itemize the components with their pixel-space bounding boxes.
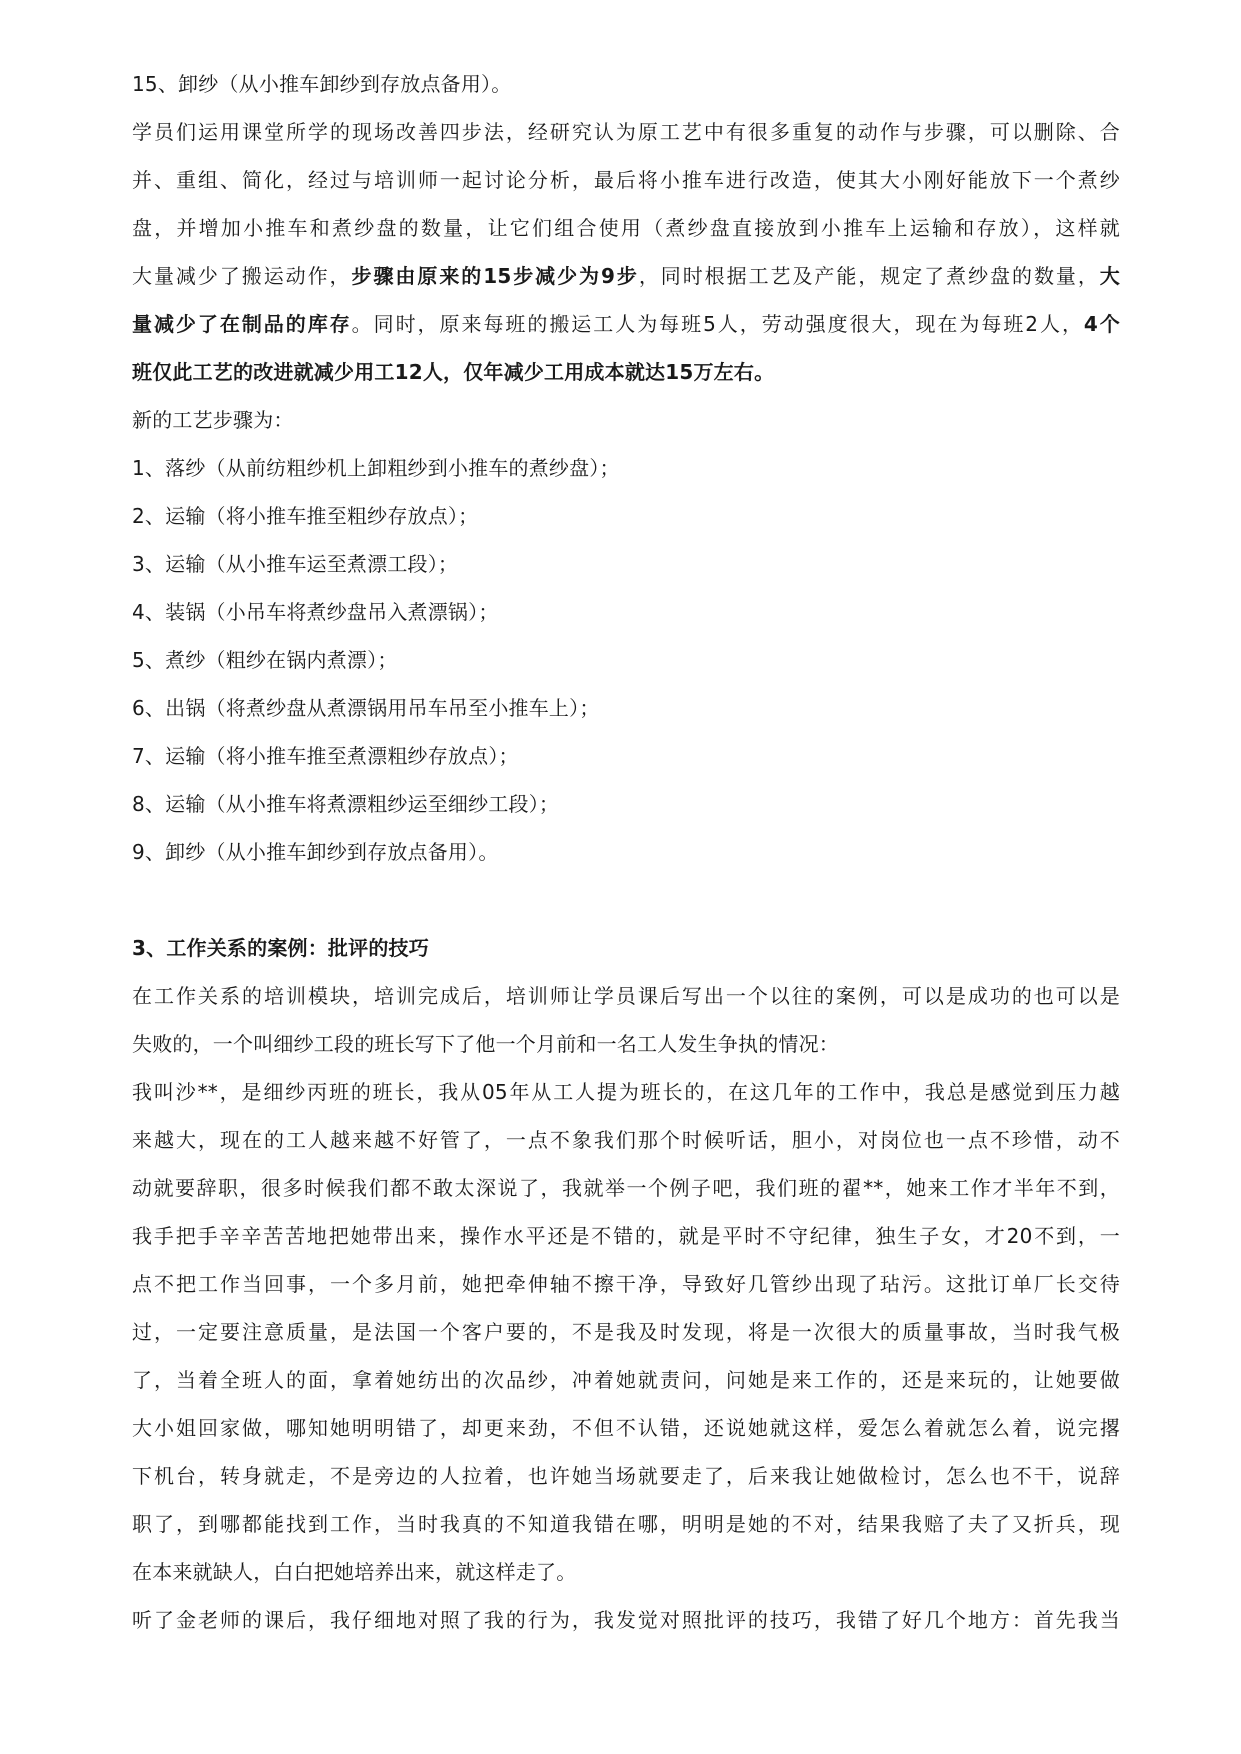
case-paragraph-line: 听了金老师的课后，我仔细地对照了我的行为，我发觉对照批评的技巧，我错了好几个地方：首先我当 xyxy=(132,1608,1120,1632)
paragraph-improvement-line: 盘，并增加小推车和煮纱盘的数量，让它们组合使用（煮纱盘直接放到小推车上运输和存放），这样就 xyxy=(132,216,1120,240)
document-body xyxy=(132,60,1120,1644)
case-paragraph-line: 职了，到哪都能找到工作，当时我真的不知道我错在哪，明明是她的不对，结果我赔了夫了又折兵，现 xyxy=(132,1512,1120,1536)
new-step-item: 2、运输（将小推车推至粗纱存放点）； xyxy=(132,504,479,528)
case-paragraph-line: 我手把手辛辛苦苦地把她带出来，操作水平还是不错的，就是平时不守纪律，独生子女，才20不到，一 xyxy=(132,1224,1120,1248)
bold-steps-reduced: 步骤由原来的15步减少为9步 xyxy=(351,264,639,288)
paragraph-improvement-line: 学员们运用课堂所学的现场改善四步法，经研究认为原工艺中有很多重复的动作与步骤，可以删除、合 xyxy=(132,120,1120,144)
section-heading: 3、工作关系的案例：批评的技巧 xyxy=(132,936,429,960)
case-paragraph-line: 失败的，一个叫细纱工段的班长写下了他一个月前和一名工人发生争执的情况： xyxy=(132,1032,839,1056)
case-paragraph-line: 过，一定要注意质量，是法国一个客户要的，不是我及时发现，将是一次很大的质量事故，当时我气极 xyxy=(132,1320,1120,1344)
paragraph-improvement-line: 大量减少了搬运动作，步骤由原来的15步减少为9步，同时根据工艺及产能，规定了煮纱盘的数量，大 xyxy=(132,264,1120,288)
case-paragraph-line: 来越大，现在的工人越来越不好管了，一点不象我们那个时候听话，胆小，对岗位也一点不珍惜，动不 xyxy=(132,1128,1120,1152)
case-paragraph-line: 动就要辞职，很多时候我们都不敢太深说了，我就举一个例子吧，我们班的翟**，她来工作才半年不到， xyxy=(132,1176,1120,1200)
case-paragraph-line: 在本来就缺人，白白把她培养出来，就这样走了。 xyxy=(132,1560,577,1584)
new-step-item: 5、煮纱（粗纱在锅内煮漂）； xyxy=(132,648,398,672)
new-step-item: 1、落纱（从前纺粗纱机上卸粗纱到小推车的煮纱盘）； xyxy=(132,456,620,480)
process-step-15: 15、卸纱（从小推车卸纱到存放点备用）。 xyxy=(132,72,512,96)
new-steps-intro: 新的工艺步骤为： xyxy=(132,408,294,432)
case-paragraph-line: 我叫沙**，是细纱丙班的班长，我从05年从工人提为班长的，在这几年的工作中，我总是感觉到压力越 xyxy=(132,1080,1120,1104)
paragraph-improvement-line: 并、重组、简化，经过与培训师一起讨论分析，最后将小推车进行改造，使其大小刚好能放下一个煮纱 xyxy=(132,168,1120,192)
case-paragraph-line: 了，当着全班人的面，拿着她纺出的次品纱，冲着她就责问，问她是来工作的，还是来玩的，让她要做 xyxy=(132,1368,1120,1392)
new-step-item: 8、运输（从小推车将煮漂粗纱运至细纱工段）； xyxy=(132,792,560,816)
case-paragraph-line: 大小姐回家做，哪知她明明错了，却更来劲，不但不认错，还说她就这样，爱怎么着就怎么着，说完撂 xyxy=(132,1416,1120,1440)
bold-text: 4个 xyxy=(1083,312,1121,336)
case-paragraph-line: 在工作关系的培训模块，培训完成后，培训师让学员课后写出一个以往的案例，可以是成功的也可以是 xyxy=(132,984,1120,1008)
new-step-item: 4、装锅（小吊车将煮纱盘吊入煮漂锅）； xyxy=(132,600,499,624)
new-step-item: 6、出锅（将煮纱盘从煮漂锅用吊车吊至小推车上）； xyxy=(132,696,600,720)
bold-inventory-reduced: 量减少了在制品的库存 xyxy=(132,312,352,336)
case-paragraph-line: 下机台，转身就走，不是旁边的人拉着，也许她当场就要走了，后来我让她做检讨，怎么也不干，说辞 xyxy=(132,1464,1120,1488)
bold-text: 大 xyxy=(1099,264,1120,288)
section-spacer xyxy=(132,876,1120,924)
bold-labor-savings: 班仅此工艺的改进就减少用工12人，仅年减少工用成本就达15万左右。 xyxy=(132,360,775,384)
new-step-item: 3、运输（从小推车运至煮漂工段）； xyxy=(132,552,459,576)
new-step-item: 9、卸纱（从小推车卸纱到存放点备用）。 xyxy=(132,840,499,864)
case-paragraph-line: 点不把工作当回事，一个多月前，她把牵伸轴不擦干净，导致好几管纱出现了玷污。这批订单厂长交待 xyxy=(132,1272,1120,1296)
new-step-item: 7、运输（将小推车推至煮漂粗纱存放点）； xyxy=(132,744,519,768)
paragraph-improvement-line: 量减少了在制品的库存。同时，原来每班的搬运工人为每班5人，劳动强度很大，现在为每班2人，4个 xyxy=(132,312,1121,336)
